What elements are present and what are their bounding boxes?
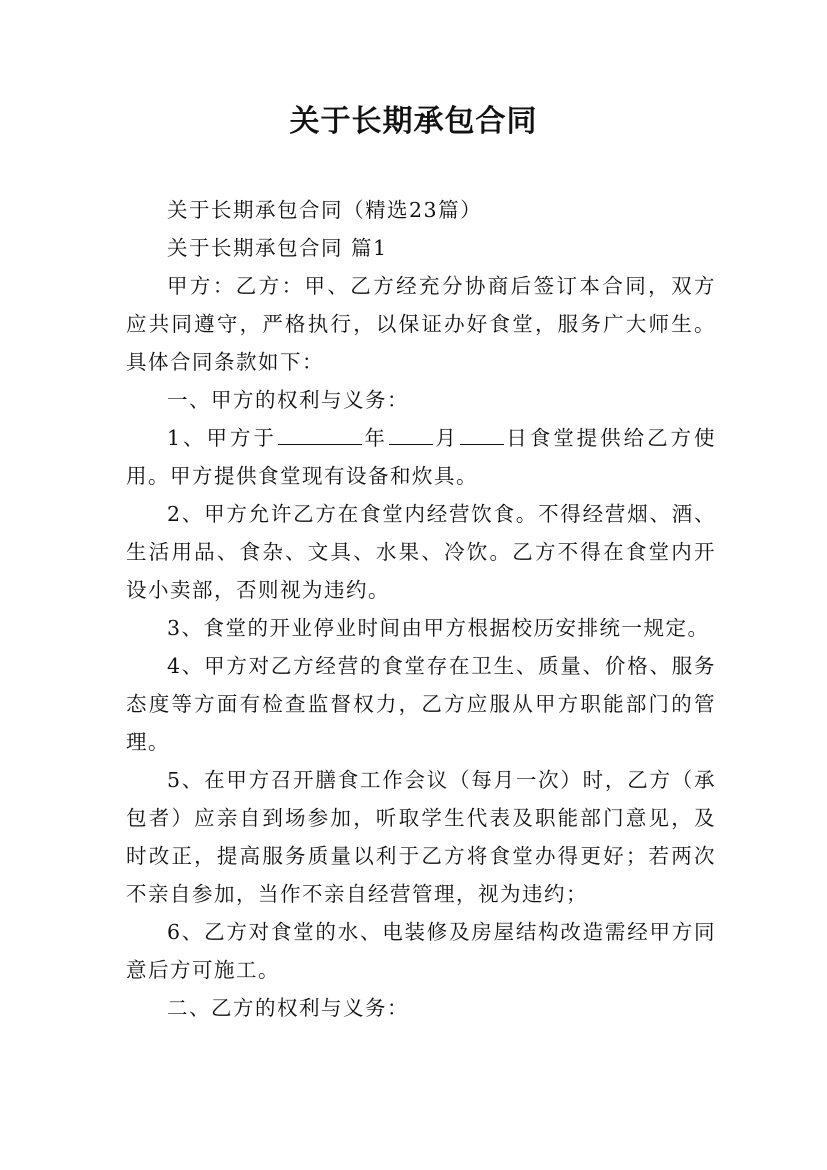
blank-day <box>460 443 504 445</box>
clause-1-start: 1、甲方于 <box>167 426 277 450</box>
document-title: 关于长期承包合同 <box>289 104 538 139</box>
clause-4: 4、甲方对乙方经营的食堂存在卫生、质量、价格、服务态度等方面有检查监督权力，乙方应服从甲方职能部门的管理。 <box>126 654 716 754</box>
party-a-heading: 一、甲方的权利与义务： <box>167 388 409 412</box>
subtitle-paragraph: 关于长期承包合同（精选23篇） <box>167 198 483 222</box>
party-b-heading: 二、乙方的权利与义务： <box>167 996 409 1020</box>
clause-6: 6、乙方对食堂的水、电装修及房屋结构改造需经甲方同意后方可施工。 <box>126 920 716 982</box>
clause-1-month: 月 <box>433 426 459 450</box>
clause-1-year: 年 <box>362 426 388 450</box>
clause-5: 5、在甲方召开膳食工作会议（每月一次）时，乙方（承包者）应亲自到场参加，听取学生代表及职能部门意见，及时改正，提高服务质量以利于乙方将食堂办得更好；若两次不亲自参加，当作不亲自经营管理，视为违约； <box>126 768 716 906</box>
section-heading: 关于长期承包合同 篇1 <box>167 236 388 260</box>
document-body <box>126 191 716 1027</box>
intro-paragraph: 甲方：乙方：甲、乙方经充分协商后签订本合同，双方应共同遵守，严格执行，以保证办好食堂，服务广大师生。具体合同条款如下： <box>126 274 716 374</box>
blank-year <box>278 443 362 445</box>
clause-3: 3、食堂的开业停业时间由甲方根据校历安排统一规定。 <box>167 616 710 640</box>
clause-1 <box>126 419 716 495</box>
blank-month <box>389 443 433 445</box>
clause-2: 2、甲方允许乙方在食堂内经营饮食。不得经营烟、酒、生活用品、食杂、文具、水果、冷饮。乙方不得在食堂内开设小卖部，否则视为违约。 <box>126 502 716 602</box>
clause-1-end: 日食堂提供给乙方使用。甲方提供食堂现有设备和炊具。 <box>126 426 717 488</box>
